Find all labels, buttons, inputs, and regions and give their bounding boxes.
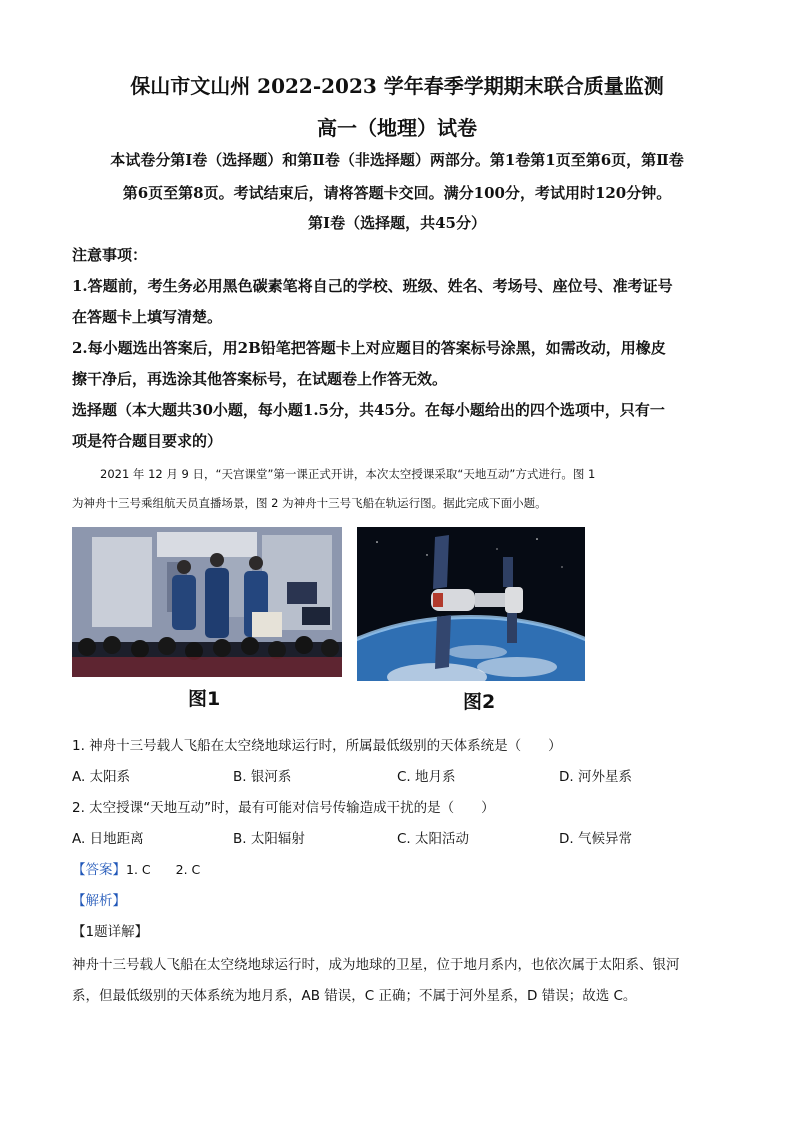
intro-line-2: 第6页至第8页。考试结束后，请将答题卡交回。满分100分，考试用时120分钟。 [122,184,672,202]
answer-text: 1. C 2. C [126,862,201,877]
figure-1-caption: 图1 [188,688,221,710]
note-1-line-2: 在答题卡上填写清楚。 [72,308,223,326]
section-heading: 第Ⅰ卷（选择题，共45分） [308,214,486,232]
question-2-option-d: D. 气候异常 [559,831,632,847]
note-1-line-1: 1.答题前，考生务必用黑色碳素笔将自己的学校、班级、姓名、考场号、座位号、准考证号 [72,277,673,295]
figure-2-image [357,527,585,681]
analysis-line-2: 系，但最低级别的天体系统为地月系，AB 错误，C 正确；不属于河外星系，D 错误；故选 C。 [72,988,637,1004]
question-1-stem: 1. 神舟十三号载人飞船在太空绕地球运行时，所属最低级别的天体系统是（ ） [72,738,562,754]
question-1-option-b: B. 银河系 [233,769,292,785]
question-2-option-c: C. 太阳活动 [397,831,470,847]
analysis-subheading: 【1题详解】 [72,924,149,940]
question-1-option-c: C. 地月系 [397,769,456,785]
mc-instructions-line-1: 选择题（本大题共30小题，每小题1.5分，共45分。在每小题给出的四个选项中，只有一 [72,401,665,419]
question-2-stem: 2. 太空授课“天地互动”时，最有可能对信号传输造成干扰的是（ ） [72,800,495,816]
analysis-line-1: 神舟十三号载人飞船在太空绕地球运行时，成为地球的卫星，位于地月系内，也依次属于太阳系、银河 [72,957,680,973]
analysis-label: 【解析】 [72,893,126,909]
question-2-option-b: B. 太阳辐射 [233,831,305,847]
figure-1-image [72,527,342,677]
answer-row [72,858,200,878]
figure-2-caption: 图2 [463,691,496,713]
question-1-option-a: A. 太阳系 [72,769,131,785]
notes-heading: 注意事项： [72,246,148,264]
intro-line-1: 本试卷分第Ⅰ卷（选择题）和第Ⅱ卷（非选择题）两部分。第1卷第1页至第6页，第Ⅱ卷 [110,151,684,169]
question-2-option-a: A. 日地距离 [72,831,144,847]
passage-line-1: 2021 年 12 月 9 日，“天宫课堂”第一课正式开讲，本次太空授课采取“天地互动”方式进行。图 1 [100,467,596,481]
answer-label: 【答案】 [72,862,126,878]
note-2-line-2: 擦干净后，再选涂其他答案标号，在试题卷上作答无效。 [72,370,448,388]
exam-subtitle: 高一（地理）试卷 [317,116,477,140]
question-1-option-d: D. 河外星系 [559,769,632,785]
exam-title: 保山市文山州 2022-2023 学年春季学期期末联合质量监测 [130,74,664,98]
note-2-line-1: 2.每小题选出答案后，用2B铅笔把答题卡上对应题目的答案标号涂黑，如需改动，用橡皮 [72,339,666,357]
passage-line-2: 为神舟十三号乘组航天员直播场景，图 2 为神舟十三号飞船在轨运行图。据此完成下面小题。 [72,496,547,510]
mc-instructions-line-2: 项是符合题目要求的） [72,432,223,450]
